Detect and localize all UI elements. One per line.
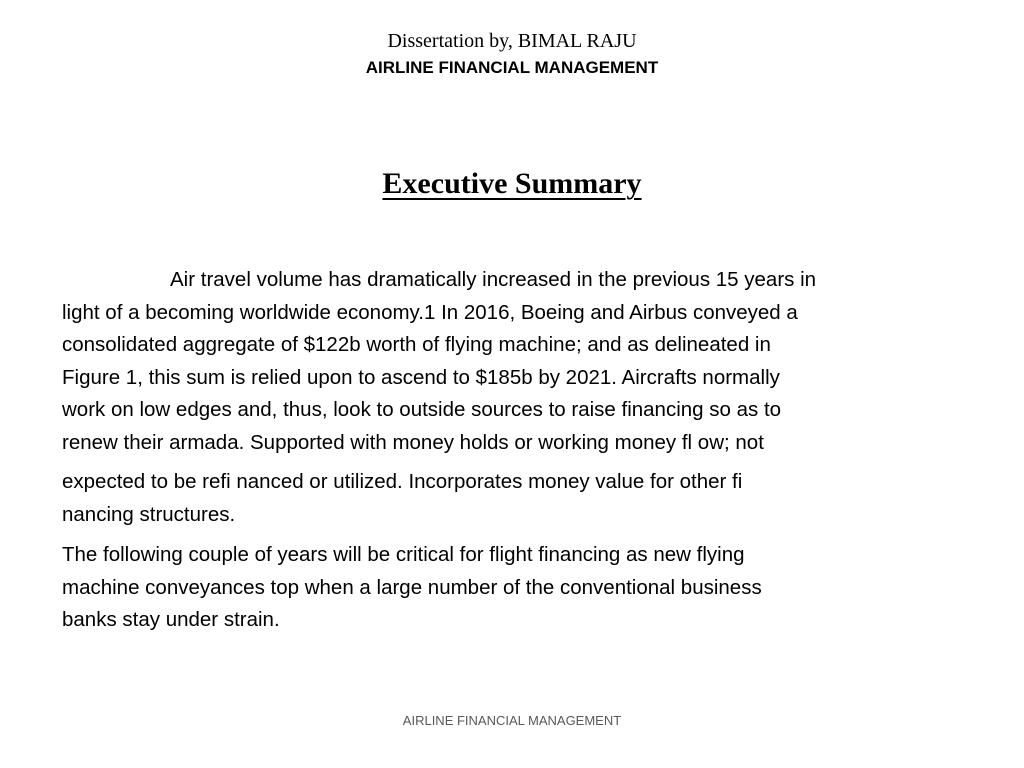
paragraph-line: nancing structures. [62, 502, 236, 526]
paragraph-line: work on low edges and, thus, look to outside sources to raise financing so as to [62, 398, 782, 421]
paragraph-line: Figure 1, this sum is relied upon to ascend to $185b by 2021. Aircrafts normally [62, 365, 780, 389]
document-title: AIRLINE FINANCIAL MANAGEMENT [365, 58, 659, 77]
paragraph-2 [62, 539, 962, 637]
footer-text: AIRLINE FINANCIAL MANAGEMENT [402, 713, 622, 728]
paragraph-line: light of a becoming worldwide economy.1 In 2016, Boeing and Airbus conveyed a [62, 300, 798, 324]
paragraph-line: machine conveyances top when a large number of the conventional business [62, 575, 762, 599]
section-heading-text: Executive Summary [382, 167, 642, 200]
paragraph-line: renew their armada. Supported with money holds or working money fl ow; not [62, 430, 764, 454]
paragraph-1 [62, 264, 962, 531]
paragraph-line: banks stay under strain. [62, 608, 280, 631]
paragraph-line: expected to be refi nanced or utilized. Incorporates money value for other fi [62, 470, 743, 493]
paragraph-line: The following couple of years will be critical for flight financing as new flying [62, 543, 745, 566]
paragraph-line: Air travel volume has dramatically increased in the previous 15 years in [170, 268, 817, 291]
author-line: Dissertation by, BIMAL RAJU [387, 30, 637, 52]
section-heading [0, 166, 1024, 202]
paragraph-line: consolidated aggregate of $122b worth of flying machine; and as delineated in [62, 333, 771, 356]
